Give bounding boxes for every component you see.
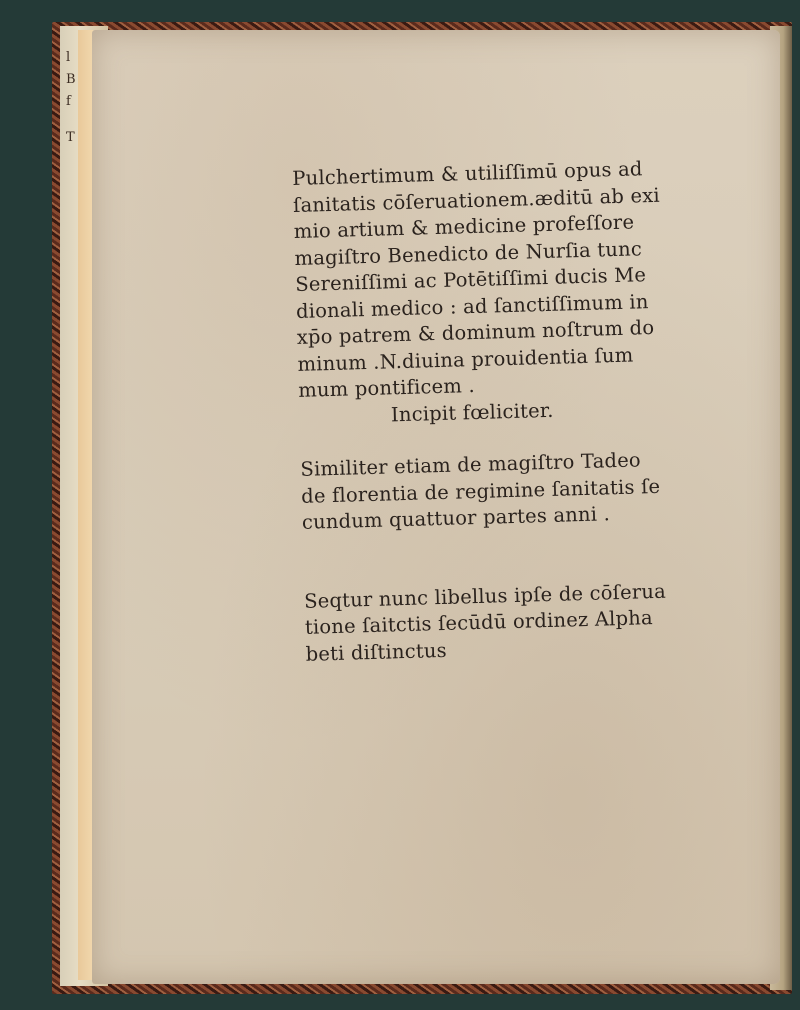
text-line: tione ſaitctis ſecūdū ordinez Alpha	[304, 606, 654, 639]
printed-text-block	[292, 155, 686, 667]
flyleaf-mark: l	[66, 50, 71, 65]
flyleaf-mark: f	[66, 94, 71, 109]
text-line: ſanitatis cōſeruationem.æditū ab exi	[292, 183, 661, 217]
incipit-line: Incipit fœliciter.	[390, 398, 554, 426]
text-line: Similiter etiam de magiſtro Tadeo	[300, 448, 642, 481]
manuscript-page	[92, 30, 780, 984]
text-line: Seqtur nunc libellus ipſe de cōſerua	[303, 579, 667, 613]
text-line: de florentia de regimine ſanitatis ſe	[300, 474, 661, 508]
flyleaf-mark: T	[66, 130, 75, 145]
text-line: mum pontificem .	[297, 373, 476, 402]
text-line: magiſtro Benedicto de Nurſia tunc	[294, 236, 643, 270]
text-line: cundum quattuor partes anni .	[301, 502, 611, 534]
text-line: Pulchertimum & utiliſſimū opus ad	[292, 157, 643, 190]
text-line: dionali medico : ad ſanctiſſimum in	[295, 289, 649, 323]
text-line: mio artium & medicine profeſſore	[293, 210, 635, 243]
text-line: Sereniſſimi ac Potētiſſimi ducis Me	[294, 263, 647, 296]
flyleaf-mark: B	[66, 72, 76, 87]
text-line: xp̄o patrem & dominum noſtrum do	[296, 315, 655, 349]
text-line: beti diſtinctus	[305, 638, 448, 666]
text-line: minum .N.diuina prouidentia ſum	[297, 343, 634, 376]
